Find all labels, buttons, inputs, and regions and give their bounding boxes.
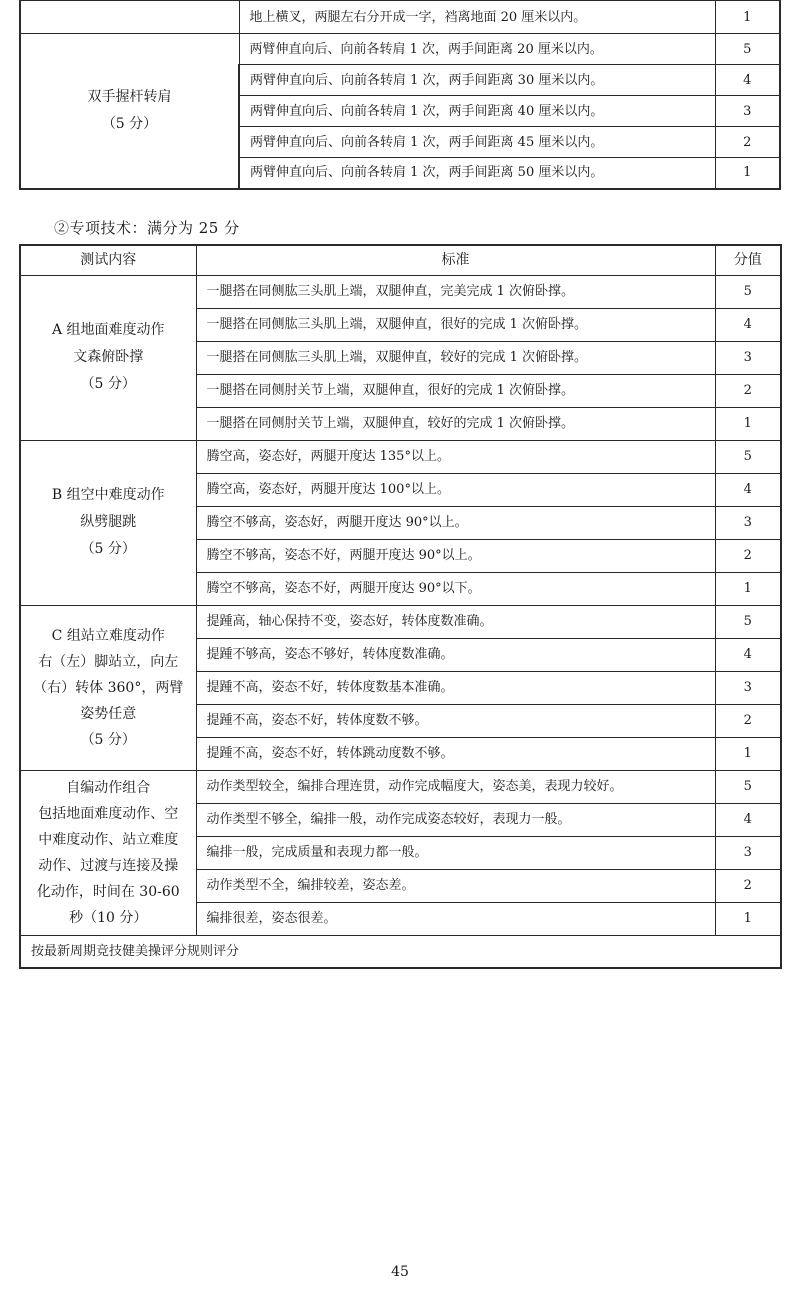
standard-cell: 编排很差，姿态很差。 — [196, 902, 715, 935]
item-line: （5 分） — [80, 731, 136, 748]
score-cell: 3 — [715, 341, 781, 374]
score-cell: 1 — [715, 572, 781, 605]
item-line: 纵劈腿跳 — [80, 514, 137, 530]
footer-note: 按最新周期竞技健美操评分规则评分 — [20, 935, 781, 968]
item-line: 姿势任意 — [80, 705, 137, 722]
item-line: 秒（10 分） — [69, 909, 148, 926]
item-line: 右（左）脚站立，向左 — [38, 653, 179, 670]
score-cell: 1 — [715, 1, 780, 34]
section-title: ②专项技术：满分为 25 分 — [54, 219, 240, 237]
table-row — [20, 275, 781, 308]
standard-cell: 一腿搭在同侧肘关节上端，双腿伸直，较好的完成 1 次俯卧撑。 — [196, 407, 715, 440]
item-line: 包括地面难度动作、空 — [38, 805, 179, 822]
score-cell: 5 — [715, 275, 781, 308]
item-cell — [20, 605, 196, 770]
score-cell: 2 — [715, 539, 781, 572]
standard-cell: 一腿搭在同侧肘关节上端，双腿伸直，很好的完成 1 次俯卧撑。 — [196, 374, 715, 407]
standard-cell: 一腿搭在同侧肱三头肌上端，双腿伸直，较好的完成 1 次俯卧撑。 — [196, 341, 715, 374]
skills-table — [19, 244, 782, 969]
score-cell: 5 — [715, 605, 781, 638]
item-line: A 组地面难度动作 — [51, 322, 165, 338]
standard-cell: 腾空不够高，姿态好，两腿开度达 90°以上。 — [196, 506, 715, 539]
standard-cell: 腾空不够高，姿态不好，两腿开度达 90°以上。 — [196, 539, 715, 572]
standard-cell: 提踵不高，姿态不好，转体度数基本准确。 — [196, 671, 715, 704]
item-line: 中难度动作、站立难度 — [38, 831, 179, 848]
footer-row — [20, 935, 781, 968]
item-cell — [20, 770, 196, 935]
item-line: C 组站立难度动作 — [51, 627, 165, 644]
table-row — [20, 770, 781, 803]
item-line: （5 分） — [80, 376, 136, 392]
standard-cell: 一腿搭在同侧肱三头肌上端，双腿伸直，很好的完成 1 次俯卧撑。 — [196, 308, 715, 341]
header-standard: 标准 — [196, 245, 715, 275]
standard-cell: 两臂伸直向后、向前各转肩 1 次，两手间距离 30 厘米以内。 — [239, 65, 715, 96]
standard-cell: 动作类型不够全，编排一般，动作完成姿态较好，表现力一般。 — [196, 803, 715, 836]
table-row — [20, 1, 780, 34]
score-cell: 3 — [715, 671, 781, 704]
standard-cell: 提踵不高，姿态不好，转体度数不够。 — [196, 704, 715, 737]
top-table — [19, 0, 781, 190]
standard-cell: 地上横叉，两腿左右分开成一字，裆离地面 20 厘米以内。 — [239, 1, 715, 34]
standard-cell: 腾空高，姿态好，两腿开度达 100°以上。 — [196, 473, 715, 506]
table-row — [20, 440, 781, 473]
item-cell — [20, 440, 196, 605]
item-line: B 组空中难度动作 — [51, 487, 165, 503]
item-line: （5 分） — [80, 541, 136, 557]
score-cell: 3 — [715, 506, 781, 539]
header-row — [20, 245, 781, 275]
standard-cell: 提踵不够高，姿态不够好，转体度数准确。 — [196, 638, 715, 671]
page-number: 45 — [391, 1264, 409, 1280]
score-cell: 4 — [715, 65, 780, 96]
score-cell: 1 — [715, 902, 781, 935]
score-cell: 2 — [715, 374, 781, 407]
table-row — [20, 605, 781, 638]
standard-cell: 动作类型较全，编排合理连贯，动作完成幅度大，姿态美，表现力较好。 — [196, 770, 715, 803]
header-item: 测试内容 — [20, 245, 196, 275]
score-cell: 1 — [715, 158, 780, 189]
score-cell: 4 — [715, 803, 781, 836]
score-cell: 4 — [715, 308, 781, 341]
score-cell: 1 — [715, 737, 781, 770]
score-cell: 1 — [715, 407, 781, 440]
item-line: 自编动作组合 — [66, 779, 151, 796]
header-score: 分值 — [715, 245, 781, 275]
score-cell: 4 — [715, 473, 781, 506]
standard-cell: 腾空不够高，姿态不好，两腿开度达 90°以下。 — [196, 572, 715, 605]
item-line: 动作、过渡与连接及操 — [38, 857, 179, 874]
standard-cell: 动作类型不全，编排较差，姿态差。 — [196, 869, 715, 902]
standard-cell: 提踵高，轴心保持不变，姿态好，转体度数准确。 — [196, 605, 715, 638]
score-cell: 2 — [715, 704, 781, 737]
score-cell: 3 — [715, 96, 780, 127]
standard-cell: 一腿搭在同侧肱三头肌上端，双腿伸直，完美完成 1 次俯卧撑。 — [196, 275, 715, 308]
standard-cell: 两臂伸直向后、向前各转肩 1 次，两手间距离 45 厘米以内。 — [239, 127, 715, 158]
table-row — [20, 34, 780, 65]
score-cell: 5 — [715, 770, 781, 803]
score-cell: 3 — [715, 836, 781, 869]
score-cell: 4 — [715, 638, 781, 671]
item-line: 化动作，时间在 30-60 — [36, 883, 180, 900]
item-line: （右）转体 360°，两臂 — [33, 679, 184, 696]
score-cell: 2 — [715, 869, 781, 902]
standard-cell: 两臂伸直向后、向前各转肩 1 次，两手间距离 20 厘米以内。 — [239, 34, 715, 65]
standard-cell: 两臂伸直向后、向前各转肩 1 次，两手间距离 40 厘米以内。 — [239, 96, 715, 127]
item-cell-empty — [20, 1, 239, 34]
item-line: 双手握杆转肩 — [87, 88, 172, 105]
standard-cell: 提踵不高，姿态不好，转体跳动度数不够。 — [196, 737, 715, 770]
item-line: （5 分） — [101, 115, 158, 132]
standard-cell: 两臂伸直向后、向前各转肩 1 次，两手间距离 50 厘米以内。 — [239, 158, 715, 189]
standard-cell: 腾空高，姿态好，两腿开度达 135°以上。 — [196, 440, 715, 473]
score-cell: 2 — [715, 127, 780, 158]
score-cell: 5 — [715, 34, 780, 65]
item-cell — [20, 275, 196, 440]
item-line: 文森俯卧撑 — [73, 349, 144, 365]
item-cell — [20, 34, 239, 189]
score-cell: 5 — [715, 440, 781, 473]
standard-cell: 编排一般，完成质量和表现力都一般。 — [196, 836, 715, 869]
